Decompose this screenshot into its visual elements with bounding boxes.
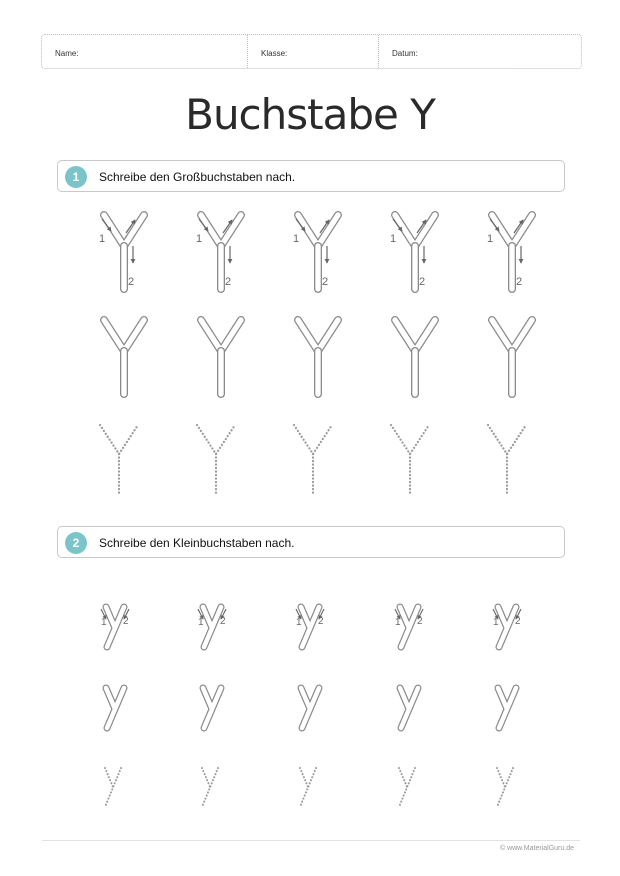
- lowercase-y-dotted[interactable]: [399, 768, 415, 807]
- stroke-label-2: 2: [123, 616, 129, 627]
- uppercase-y-outline: [201, 320, 241, 394]
- stroke-label-1: 1: [296, 617, 302, 628]
- lowercase-y-outline: [301, 688, 319, 728]
- datum-label: Datum:: [392, 49, 418, 58]
- stroke-label-2: 2: [322, 276, 329, 288]
- stroke-label-1: 1: [101, 617, 107, 628]
- stroke-label-2: 2: [419, 276, 426, 288]
- stroke-label-1: 1: [487, 233, 494, 245]
- uppercase-y-outline: [395, 320, 435, 394]
- klasse-label: Klasse:: [261, 49, 288, 58]
- name-label: Name:: [55, 49, 79, 58]
- stroke-label-1: 1: [198, 617, 204, 628]
- lowercase-outline-row: [106, 688, 516, 728]
- uppercase-guide-row: [99, 215, 532, 289]
- lowercase-y-outline: [400, 688, 418, 728]
- stroke-label-1: 1: [99, 233, 106, 245]
- section-number-badge: 1: [65, 166, 87, 188]
- lowercase-y-dotted[interactable]: [497, 768, 513, 807]
- uppercase-y-outline: [298, 320, 338, 394]
- uppercase-y-dotted[interactable]: [488, 425, 526, 496]
- uppercase-y-outline: [104, 320, 144, 394]
- stroke-label-2: 2: [515, 616, 521, 627]
- uppercase-y-guide: [390, 215, 435, 289]
- stroke-label-1: 1: [390, 233, 397, 245]
- footer-copyright: © www.MaterialGuru.de: [499, 845, 574, 852]
- stroke-label-2: 2: [417, 616, 423, 627]
- uppercase-y-guide: [293, 215, 338, 289]
- lowercase-y-outline: [498, 688, 516, 728]
- uppercase-y-guide: [196, 215, 241, 289]
- lowercase-y-guide: [101, 607, 129, 647]
- stroke-label-2: 2: [318, 616, 324, 627]
- uppercase-y-guide: [99, 215, 144, 289]
- lowercase-y-outline: [203, 688, 221, 728]
- page-title: Buchstabe Y: [185, 90, 435, 139]
- stroke-label-1: 1: [196, 233, 203, 245]
- lowercase-y-dotted[interactable]: [300, 768, 316, 807]
- lowercase-y-guide: [198, 607, 226, 647]
- uppercase-y-dotted[interactable]: [391, 425, 429, 496]
- lowercase-y-dotted[interactable]: [202, 768, 218, 807]
- stroke-label-2: 2: [220, 616, 226, 627]
- uppercase-dotted-row: [100, 425, 526, 496]
- stroke-label-2: 2: [128, 276, 135, 288]
- section-instruction: Schreibe den Kleinbuchstaben nach.: [99, 536, 295, 550]
- stroke-label-1: 1: [395, 617, 401, 628]
- stroke-label-1: 1: [493, 617, 499, 628]
- lowercase-y-dotted[interactable]: [105, 768, 121, 807]
- section-instruction: Schreibe den Großbuchstaben nach.: [99, 170, 296, 184]
- lowercase-y-guide: [395, 607, 423, 647]
- footer-divider: [42, 840, 580, 841]
- uppercase-y-guide: [487, 215, 532, 289]
- stroke-label-1: 1: [293, 233, 300, 245]
- uppercase-outline-row: [104, 320, 532, 394]
- uppercase-y-dotted[interactable]: [197, 425, 235, 496]
- lowercase-guide-row: [101, 607, 521, 647]
- stroke-label-2: 2: [225, 276, 232, 288]
- section-number-badge: 2: [65, 532, 87, 554]
- uppercase-y-dotted[interactable]: [100, 425, 138, 496]
- lowercase-y-guide: [493, 607, 521, 647]
- lowercase-y-outline: [106, 688, 124, 728]
- lowercase-dotted-row: [105, 768, 513, 807]
- lowercase-y-guide: [296, 607, 324, 647]
- stroke-label-2: 2: [516, 276, 523, 288]
- uppercase-y-dotted[interactable]: [294, 425, 332, 496]
- uppercase-y-outline: [492, 320, 532, 394]
